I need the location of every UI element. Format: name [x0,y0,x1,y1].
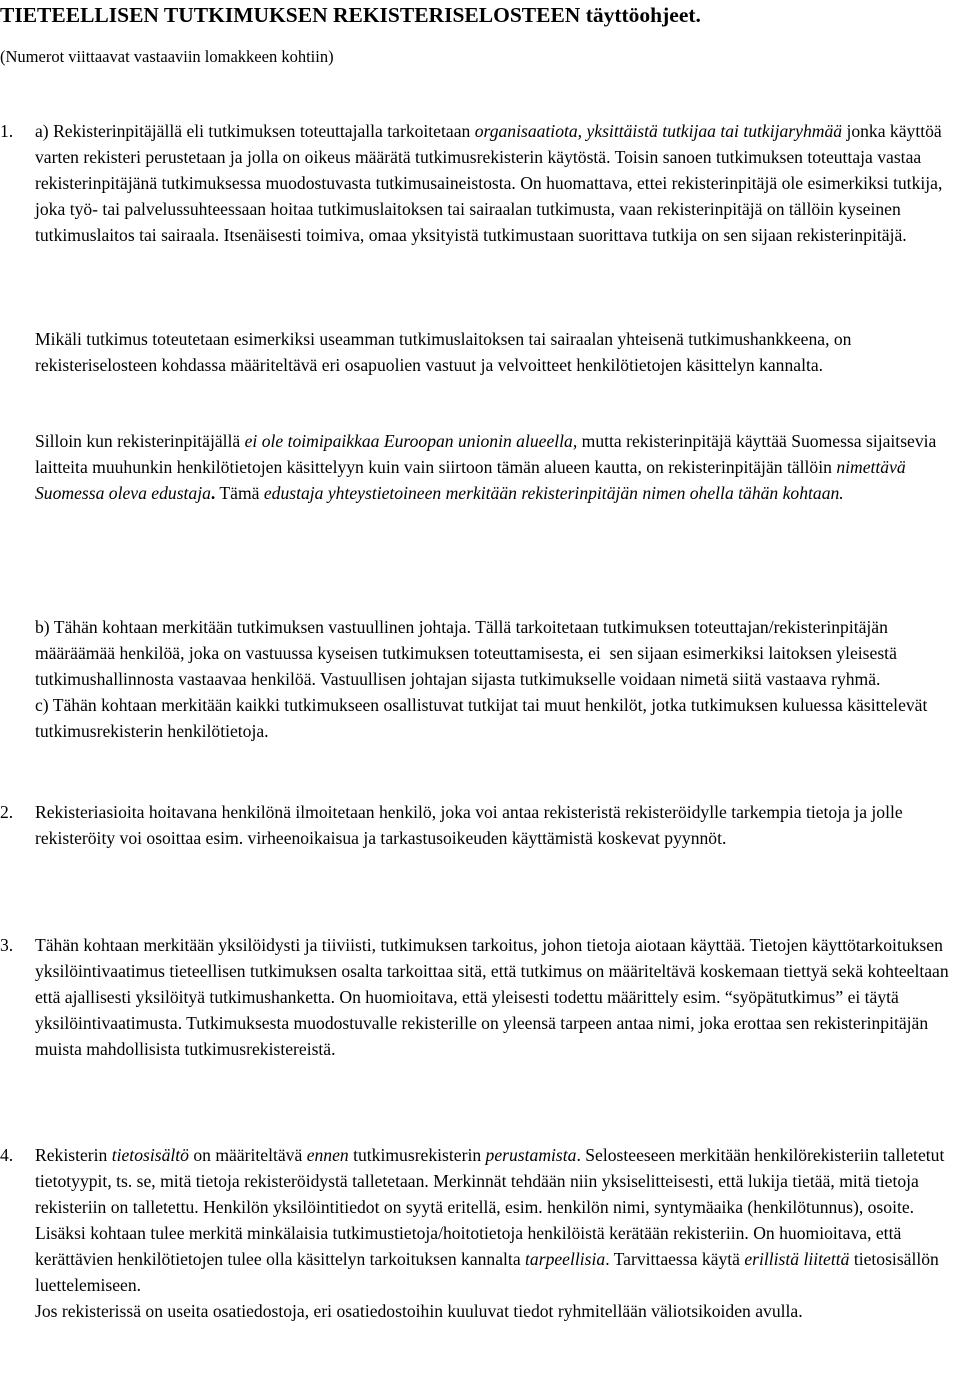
italic-run: nimettävä Suomessa oleva edustaja [35,457,906,503]
section-2-number: 2. [0,802,14,822]
section-4 [35,1142,960,1324]
text-run: on määriteltävä [188,1145,307,1165]
paragraph-3: Tähän kohtaan merkitään yksilöidysti ja tiiviisti, tutkimuksen tarkoitus, johon tietoja aiotaan käyttää. Tietojen käyttötarkoituksen yksilöintivaatimus tieteellisen tutkimuksen osalta tarkoittaa sitä, että tutkimus on määriteltävä koskemaan tiettyä sekä kohteeltaan että ajallisesti yksilöityä tutkimushanketta. On huomioitava, että yleisesti todettu määrittely esim. “syöpätutkimus” ei täytä yksilöintivaatimusta. Tutkimuksesta muodostuvalle rekisterille on yleensä tarpeen antaa nimi, joka erottaa sen rekisterinpitäjän muista mahdollisista tutkimusrekistereistä. [35,935,949,1059]
section-3 [35,932,960,1062]
paragraph-1b: b) Tähän kohtaan merkitään tutkimuksen vastuullinen johtaja. Tällä tarkoitetaan tutkimuksen toteuttajan/rekisterinpitäjän määräämää henkilöä, joka on vastuussa kyseisen tutkimuksen toteuttamisesta, ei sen sijaan esimerkiksi laitoksen yleisestä tutkimushallinnosta vastaavaa henkilöä. Vastuullisen johtajan sijasta tutkimukselle voidaan nimetä siitä vastaava ryhmä. [35,617,902,689]
paragraph-2: Rekisteriasioita hoitavana henkilönä ilmoitetaan henkilö, joka voi antaa rekisteristä rekisteröidylle tarkempia tietoja ja jolle rekisteröity voi osoittaa esim. virheenoikaisua ja tarkastusoikeuden käyttämistä koskevat pyynnöt. [35,802,903,848]
italic-run: organisaatiota, yksittäistä tutkijaa tai tutkijaryhmää [474,121,843,141]
italic-run: ei ole toimipaikkaa Euroopan unionin alueella, [244,431,578,451]
text-run: tietosisällön luettelemiseen. [35,1249,939,1295]
italic-run: edustaja yhteystietoineen merkitään rekisterinpitäjän nimen ohella tähän kohtaan. [263,483,844,503]
section-1-a [35,118,960,248]
section-3-number: 3. [0,935,14,955]
section-1-multi [35,326,960,378]
paragraph-multi: Mikäli tutkimus toteutetaan esimerkiksi useamman tutkimuslaitoksen tai sairaalan yhteisenä tutkimushankkeena, on rekisteriselosteen kohdassa määriteltävä eri osapuolien vastuut ja velvoitteet henkilötietojen käsittelyn kannalta. [35,329,852,375]
text-run: mutta rekisterinpitäjä käyttää Suomessa sijaitsevia laitteita muuhunkin henkilötietojen käsittelyyn kuin vain siirtoon tämän alueen kautta, on rekisterinpitäjän tällöin [35,431,937,477]
text-run: Rekisterin [35,1145,112,1165]
paragraph-1c: c) Tähän kohtaan merkitään kaikki tutkimukseen osallistuvat tutkijat tai muut henkilöt, jotka tutkimuksen kuluessa käsittelevät tutkimusrekisterin henkilötietoja. [35,695,928,741]
text-run: . Selosteeseen merkitään henkilörekisteriin talletetut tietotyypit, ts. se, mitä tietoja rekisteröidystä talletetaan. Merkinnät tehdään niin yksiselitteisesti, että lukija tietää, mitä tietoja rekisteriin on talletettu. Henkilön yksilöintitiedot on syytä eritellä, esim. henkilön nimi, syntymäaika (henkilötunnus), osoite. Lisäksi kohtaan tulee merkitä minkälaisia tutkimustietoja/hoitotietoja henkilöistä kerätään rekisteriin. On huomioitava, että kerättävien henkilötietojen tulee olla käsittelyn tarkoituksen kannalta [35,1145,945,1269]
section-4-number: 4. [0,1145,14,1165]
italic-run: tietosisältö [111,1145,189,1165]
italic-run: ennen [306,1145,349,1165]
numbering-note: (Numerot viittaavat vastaaviin lomakkeen kohtiin) [0,47,334,66]
section-1-number: 1. [0,121,14,141]
italic-run: erillistä liitettä [744,1249,850,1269]
section-1-c [35,692,960,744]
section-1-eu [35,428,960,506]
text-run: tutkimusrekisterin [348,1145,486,1165]
text-run: Tämä [215,483,264,503]
bold-run: . [210,483,216,503]
italic-run: perustamista [485,1145,577,1165]
section-2 [35,799,960,851]
paragraph-eu [35,428,960,506]
text-run: jonka käyttöä varten rekisteri perustetaan ja jolla on oikeus määrätä tutkimusrekisterin käytöstä. Toisin sanoen tutkimuksen toteuttaja vastaa rekisterinpitäjänä tutkimuksessa muodostuvasta tutkimusaineistosta. On huomattava, ettei rekisterinpitäjä ole esimerkiksi tutkija, joka työ- tai palvelussuhteessaan hoitaa tutkimuslaitoksen tai sairaalan tutkimusta, vaan rekisterinpitäjä on tällöin kyseinen tutkimuslaitos tai sairaala. Itsenäisesti toimiva, omaa yksityistä tutkimustaan suorittava tutkija on sen sijaan rekisterinpitäjä. [35,121,943,245]
document-title: TIETEELLISEN TUTKIMUKSEN REKISTERISELOSTEEN täyttöohjeet. [0,3,701,27]
text-run: . Tarvittaessa käytä [605,1249,745,1269]
italic-run: tarpeellisia [525,1249,606,1269]
text-run: a) Rekisterinpitäjällä eli tutkimuksen toteuttajalla tarkoitetaan [35,121,475,141]
text-run: Silloin kun rekisterinpitäjällä [35,431,245,451]
paragraph-1a [35,118,960,248]
paragraph-4-extra: Jos rekisterissä on useita osatiedostoja, eri osatiedostoihin kuuluvat tiedot ryhmitellään väliotsikoiden avulla. [35,1301,803,1321]
paragraph-4 [35,1142,960,1298]
